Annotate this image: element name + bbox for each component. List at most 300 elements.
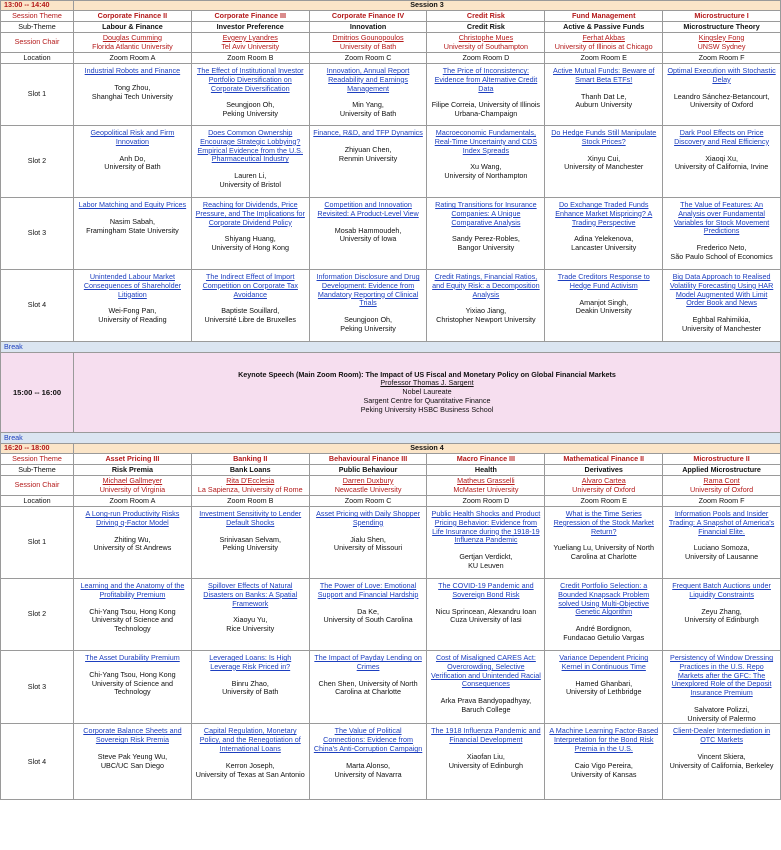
paper-title-link[interactable]: Active Mutual Funds: Beware of Smart Beta ETFs! bbox=[552, 66, 655, 84]
presenter-affiliation: Baruch College bbox=[461, 704, 511, 714]
slot-label: Slot 2 bbox=[1, 579, 74, 651]
presenter-name: Nasim Sabah, bbox=[109, 216, 155, 226]
session-theme: Fund Management bbox=[545, 11, 663, 22]
paper-cell bbox=[74, 651, 192, 724]
presenter-name: Xinyu Cui, bbox=[587, 153, 621, 163]
sub-theme-row bbox=[1, 465, 781, 476]
presenter-affiliation: Rice University bbox=[226, 624, 275, 634]
chair-name[interactable]: Matheus Grasselli bbox=[457, 475, 515, 485]
chair-affiliation: University of Illinois at Chicago bbox=[554, 41, 653, 51]
paper-title-link[interactable]: The Asset Durability Premium bbox=[85, 653, 180, 662]
chair-affiliation: La Sapienza, University of Rome bbox=[197, 484, 303, 494]
sub-theme: Labour & Finance bbox=[74, 22, 192, 33]
chair-name[interactable]: Darren Duxbury bbox=[342, 475, 394, 485]
chair-name[interactable]: Kingsley Fong bbox=[698, 32, 745, 42]
presenter-affiliation: Cuza University of Iasi bbox=[450, 615, 522, 625]
paper-title-link[interactable]: Innovation, Annual Report Readability and Earnings Management bbox=[326, 66, 410, 93]
presenter-name: Arka Prava Bandyopadhyay, bbox=[440, 696, 532, 706]
presenter-name: Tong Zhou, bbox=[114, 82, 151, 92]
paper-title-link[interactable]: Dark Pool Effects on Price Discovery and Real Efficiency bbox=[674, 128, 770, 146]
slot-row bbox=[1, 579, 781, 651]
presenter-affiliation: Shanghai Tech University bbox=[91, 91, 173, 101]
session-chair bbox=[74, 476, 192, 496]
chair-affiliation: UNSW Sydney bbox=[697, 41, 746, 51]
paper-title-link[interactable]: Unintended Labour Market Consequences of Shareholder Litigation bbox=[83, 272, 181, 299]
paper-cell bbox=[663, 724, 781, 800]
paper-cell bbox=[545, 579, 663, 651]
presenter-name: Sandy Perez-Robles, bbox=[451, 234, 520, 244]
paper-cell bbox=[74, 507, 192, 579]
paper-title-link[interactable]: Client-Dealer Intermediation in OTC Markets bbox=[673, 726, 771, 745]
session-time-row bbox=[1, 1, 781, 11]
paper-cell bbox=[545, 126, 663, 198]
sub-theme: Public Behaviour bbox=[309, 465, 427, 476]
presenter bbox=[548, 680, 659, 698]
presenter-affiliation: University of Reading bbox=[98, 315, 167, 325]
presenter-affiliation: University of Northampton bbox=[444, 171, 528, 181]
presenter-affiliation: Auburn University bbox=[575, 100, 633, 110]
presenter bbox=[77, 671, 188, 697]
presenter-affiliation: University of Palermo bbox=[687, 713, 756, 723]
paper-title-link[interactable]: Spillover Effects of Natural Disasters on Banks: A Spatial Framework bbox=[203, 581, 298, 608]
presenter-affiliation: Carolina at Charlotte bbox=[570, 552, 637, 562]
presenter bbox=[666, 155, 777, 173]
presenter-name: Xiaofan Liu, bbox=[466, 752, 505, 762]
presenter-affiliation: Peking University bbox=[222, 543, 278, 553]
session-theme: Mathematical Finance II bbox=[545, 454, 663, 465]
presenter-affiliation: University of Manchester bbox=[682, 323, 762, 333]
sub-theme: Derivatives bbox=[545, 465, 663, 476]
presenter-name: Amanjot Singh, bbox=[579, 297, 629, 307]
slot-label: Slot 3 bbox=[1, 651, 74, 724]
sub-theme: Health bbox=[427, 465, 545, 476]
sub-theme-row bbox=[1, 22, 781, 33]
presenter-name: Marta Alonso, bbox=[346, 760, 391, 770]
session-theme: Microstructure I bbox=[663, 11, 781, 22]
chair-name[interactable]: Alvaro Cartea bbox=[581, 475, 626, 485]
paper-cell bbox=[545, 64, 663, 126]
sub-theme: Innovation bbox=[309, 22, 427, 33]
chair-name[interactable]: Michael Gallmeyer bbox=[102, 475, 163, 485]
paper-title-link[interactable]: Big Data Approach to Realised Volatility Forecasting Using HAR Model Augmented With Limit Order Book and News bbox=[669, 272, 774, 308]
presenter-affiliation: University of California, Berkeley bbox=[669, 760, 774, 770]
session-theme: Credit Risk bbox=[427, 11, 545, 22]
paper-cell bbox=[74, 126, 192, 198]
presenter-name: Da Ke, bbox=[357, 606, 380, 616]
chair-name[interactable]: Dmitrios Gounopoulos bbox=[332, 32, 404, 42]
paper-title-link[interactable]: Learning and the Anatomy of the Profitability Premium bbox=[80, 581, 185, 599]
session-chair-row bbox=[1, 476, 781, 496]
presenter bbox=[666, 93, 777, 111]
presenter-name: Steve Pak Yeung Wu, bbox=[97, 752, 168, 762]
presenter-affiliation: KU Leuven bbox=[468, 560, 504, 570]
paper-title-link[interactable]: Leveraged Loans: Is High Leverage Risk Priced in? bbox=[209, 653, 292, 671]
sub-theme: Microstructure Theory bbox=[663, 22, 781, 33]
paper-title-link[interactable]: Corporate Balance Sheets and Sovereign Risk Premia bbox=[83, 726, 182, 745]
session-theme: Corporate Finance IV bbox=[309, 11, 427, 22]
paper-cell bbox=[309, 64, 427, 126]
paper-title-link[interactable]: The Value of Features: An Analysis over Fundamental Variables for Stock Movement Predictions bbox=[673, 200, 770, 236]
paper-cell bbox=[309, 198, 427, 270]
paper-title-link[interactable]: Do Exchange Traded Funds Enhance Market Mispricing? A Trading Perspective bbox=[555, 200, 653, 227]
presenter bbox=[313, 680, 424, 698]
session-chair bbox=[663, 33, 781, 53]
presenter-name: Caio Vigo Pereira, bbox=[574, 760, 633, 770]
location: Zoom Room D bbox=[427, 53, 545, 64]
paper-cell bbox=[663, 651, 781, 724]
presenter-affiliation: São Paulo School of Economics bbox=[670, 251, 773, 261]
presenter-name: André Bordignon, bbox=[575, 624, 632, 634]
location-row bbox=[1, 53, 781, 64]
presenter-affiliation: Lancaster University bbox=[571, 243, 637, 253]
presenter bbox=[430, 235, 541, 253]
paper-title-link[interactable]: The Price of Inconsistency: Evidence from Alternative Credit Data bbox=[434, 66, 538, 93]
paper-title-link[interactable]: What is the Time Series Regression of the Stock Market Return? bbox=[553, 509, 654, 536]
keynote-time: 15:00 -- 16:00 bbox=[1, 353, 74, 433]
presenter-name: Srinivasan Selvam, bbox=[219, 534, 281, 544]
slot-label: Slot 2 bbox=[1, 126, 74, 198]
presenter bbox=[548, 544, 659, 562]
presenter bbox=[195, 172, 306, 190]
presenter bbox=[77, 307, 188, 325]
slot-label: Slot 4 bbox=[1, 724, 74, 800]
presenter-affiliation: University of Missouri bbox=[333, 543, 403, 553]
presenter-name: Binru Zhao, bbox=[231, 678, 269, 688]
paper-cell bbox=[191, 579, 309, 651]
presenter bbox=[195, 101, 306, 119]
presenter-affiliation: Peking University bbox=[340, 323, 396, 333]
location-label: Location bbox=[1, 496, 74, 507]
location: Zoom Room A bbox=[74, 53, 192, 64]
session-theme: Microstructure II bbox=[663, 454, 781, 465]
paper-cell bbox=[191, 64, 309, 126]
presenter bbox=[313, 316, 424, 334]
paper-cell bbox=[74, 198, 192, 270]
paper-title-link[interactable]: Trade Creditors Response to Hedge Fund Activism bbox=[557, 272, 650, 290]
presenter bbox=[195, 307, 306, 325]
paper-cell bbox=[663, 198, 781, 270]
presenter-affiliation: Fundacao Getulio Vargas bbox=[563, 632, 645, 642]
keynote-row bbox=[1, 353, 781, 433]
presenter bbox=[430, 163, 541, 181]
session-chair bbox=[74, 33, 192, 53]
chair-name[interactable]: Christophe Mues bbox=[458, 32, 514, 42]
presenter bbox=[195, 680, 306, 698]
presenter bbox=[666, 244, 777, 262]
presenter bbox=[548, 93, 659, 111]
paper-title-link[interactable]: Asset Pricing with Daily Shopper Spending bbox=[316, 509, 420, 527]
presenter-affiliation: University of Lausanne bbox=[685, 552, 759, 562]
paper-cell bbox=[545, 507, 663, 579]
presenter bbox=[430, 753, 541, 771]
paper-cell bbox=[309, 126, 427, 198]
break-label: Break bbox=[1, 433, 781, 444]
chair-name[interactable]: Rama Cont bbox=[703, 475, 740, 485]
presenter bbox=[548, 299, 659, 317]
sub-theme-label: Sub-Theme bbox=[1, 465, 74, 476]
paper-title-link[interactable]: Geopolitical Risk and Firm Innovation bbox=[90, 128, 175, 146]
presenter-name: Yueliang Lu, University of North bbox=[553, 543, 655, 553]
presenter-name: Xiaoyu Yu, bbox=[233, 615, 268, 625]
paper-title-link[interactable]: The Indirect Effect of Import Competition on Corporate Tax Avoidance bbox=[202, 272, 298, 299]
keynote-line: Peking University HSBC Business School bbox=[360, 404, 494, 414]
presenter-name: Filipe Correia, University of Illinois bbox=[431, 100, 541, 110]
presenter bbox=[666, 706, 777, 724]
presenter bbox=[313, 146, 424, 164]
presenter-affiliation: Université Libre de Bruxelles bbox=[204, 315, 296, 325]
presenter-affiliation: University of California, Irvine bbox=[674, 162, 769, 172]
session-chair bbox=[427, 33, 545, 53]
presenter bbox=[77, 753, 188, 771]
presenter-name: Wei-Fong Pan, bbox=[108, 306, 157, 316]
paper-title-link[interactable]: Do Hedge Funds Still Manipulate Stock Prices? bbox=[551, 128, 657, 146]
slot-row bbox=[1, 270, 781, 342]
paper-title-link[interactable]: Information Pools and Insider Trading: A Snapshot of America's Financial Elite. bbox=[668, 509, 775, 536]
presenter bbox=[77, 536, 188, 554]
presenter-affiliation: University of Navarra bbox=[334, 769, 402, 779]
paper-title-link[interactable]: Credit Portfolio Selection: a Bounded Knapsack Problem solved Using Multi-Objective Genetic Algorithm bbox=[558, 581, 650, 617]
keynote-cell bbox=[74, 353, 781, 433]
sub-theme: Active & Passive Funds bbox=[545, 22, 663, 33]
slot-row bbox=[1, 507, 781, 579]
session-chair bbox=[545, 33, 663, 53]
paper-title-link[interactable]: Capital Regulation, Monetary Policy, and the Renegotiation of International Loans bbox=[199, 726, 301, 754]
paper-title-link[interactable]: Variance Dependent Pricing Kernel in Continuous Time bbox=[559, 653, 649, 671]
session-chair bbox=[191, 476, 309, 496]
chair-name[interactable]: Douglas Cumming bbox=[102, 32, 162, 42]
presenter-affiliation: Urbana-Champaign bbox=[454, 109, 518, 119]
paper-cell bbox=[309, 579, 427, 651]
presenter bbox=[195, 616, 306, 634]
paper-title-link[interactable]: Finance, R&D, and TFP Dynamics bbox=[313, 128, 423, 137]
presenter bbox=[666, 316, 777, 334]
session-time: 13:00 -- 14:40 bbox=[1, 1, 74, 11]
session-title: Session 3 bbox=[74, 1, 781, 11]
location: Zoom Room E bbox=[545, 53, 663, 64]
paper-cell bbox=[663, 507, 781, 579]
paper-title-link[interactable]: Macroeconomic Fundamentals, Real-Time Uncertainty and CDS Index Spreads bbox=[434, 128, 538, 155]
chair-affiliation: University of Oxford bbox=[690, 484, 754, 494]
paper-cell bbox=[309, 724, 427, 800]
chair-affiliation: University of Bath bbox=[339, 41, 397, 51]
session-chair bbox=[191, 33, 309, 53]
session-chair bbox=[663, 476, 781, 496]
presenter bbox=[548, 235, 659, 253]
paper-title-link[interactable]: Reaching for Dividends, Price Pressure, and The Implications for Corporate Dividend Policy bbox=[195, 200, 305, 227]
location-label: Location bbox=[1, 53, 74, 64]
presenter bbox=[430, 101, 541, 119]
session-chair bbox=[309, 33, 427, 53]
paper-cell bbox=[74, 64, 192, 126]
chair-affiliation: University of Virginia bbox=[99, 484, 166, 494]
session-time: 16:20 -- 18:00 bbox=[1, 444, 74, 454]
session-theme-label: Session Theme bbox=[1, 454, 74, 465]
break-row bbox=[1, 342, 781, 353]
presenter-affiliation: UBC/UC San Diego bbox=[100, 760, 164, 770]
location: Zoom Room B bbox=[191, 53, 309, 64]
chair-name[interactable]: Evgeny Lyandres bbox=[222, 32, 278, 42]
presenter bbox=[77, 218, 188, 236]
chair-name[interactable]: Rita D'Ecclesia bbox=[226, 475, 275, 485]
paper-cell bbox=[191, 198, 309, 270]
presenter-name: Hamed Ghanbari, bbox=[575, 678, 633, 688]
paper-cell bbox=[545, 651, 663, 724]
presenter bbox=[666, 608, 777, 626]
session-title: Session 4 bbox=[74, 444, 781, 454]
paper-cell bbox=[427, 651, 545, 724]
presenter-name: Seungjoon Oh, bbox=[226, 100, 275, 110]
paper-cell bbox=[427, 126, 545, 198]
slot-label: Slot 1 bbox=[1, 64, 74, 126]
session-time-row bbox=[1, 444, 781, 454]
paper-title-link[interactable]: Labor Matching and Equity Prices bbox=[78, 200, 187, 209]
presenter-name: Zhiting Wu, bbox=[114, 534, 151, 544]
presenter bbox=[313, 536, 424, 554]
presenter bbox=[548, 155, 659, 173]
sub-theme-label: Sub-Theme bbox=[1, 22, 74, 33]
paper-title-link[interactable]: Persistency of Window Dressing Practices in the U.S. Repo Markets after the GFC: The Unexplored Role of the Deposit Insurance Premium bbox=[670, 653, 774, 698]
presenter-affiliation: Deakin University bbox=[575, 306, 632, 316]
presenter bbox=[195, 235, 306, 253]
presenter-affiliation: University of Edinburgh bbox=[448, 760, 524, 770]
paper-title-link[interactable]: The 1918 Influenza Pandemic and Financial Development bbox=[431, 726, 541, 745]
presenter-name: Nicu Sprincean, Alexandru Ioan bbox=[435, 606, 537, 616]
presenter-name: Chi-Yang Tsou, Hong Kong bbox=[89, 606, 176, 616]
presenter-name: Leandro Sánchez-Betancourt, bbox=[673, 91, 770, 101]
presenter-affiliation: University of Science and Technology bbox=[91, 615, 173, 634]
paper-cell bbox=[191, 270, 309, 342]
paper-cell bbox=[74, 270, 192, 342]
paper-title-link[interactable]: The COVID-19 Pandemic and Sovereign Bond Risk bbox=[438, 581, 534, 599]
presenter-name: Xiaoqi Xu, bbox=[705, 153, 738, 163]
paper-cell bbox=[427, 507, 545, 579]
sub-theme: Applied Microstructure bbox=[663, 465, 781, 476]
paper-title-link[interactable]: The Power of Love: Emotional Support and Financial Hardship bbox=[317, 581, 419, 599]
presenter bbox=[313, 608, 424, 626]
presenter bbox=[430, 608, 541, 626]
slot-row bbox=[1, 724, 781, 800]
paper-cell bbox=[309, 507, 427, 579]
paper-title-link[interactable]: Rating Transitions for Insurance Companies: A Unique Comparative Analysis bbox=[435, 200, 537, 227]
slot-label: Slot 3 bbox=[1, 198, 74, 270]
paper-title-link[interactable]: Does Common Ownership Encourage Strategic Lobbying? Empirical Evidence from the U.S. Pharmaceutical Industry bbox=[197, 128, 303, 164]
presenter-affiliation: Renmin University bbox=[338, 153, 398, 163]
paper-title-link[interactable]: Frequent Batch Auctions under Liquidity Constraints bbox=[672, 581, 771, 599]
slot-row bbox=[1, 126, 781, 198]
paper-cell bbox=[427, 724, 545, 800]
session-theme-row bbox=[1, 11, 781, 22]
presenter bbox=[77, 84, 188, 102]
presenter-affiliation: University of Bristol bbox=[219, 179, 281, 189]
presenter bbox=[77, 155, 188, 173]
paper-cell bbox=[427, 64, 545, 126]
presenter-name: Seungjoon Oh, bbox=[344, 315, 393, 325]
slot-label: Slot 4 bbox=[1, 270, 74, 342]
keynote-speaker[interactable]: Professor Thomas J. Sargent bbox=[380, 378, 474, 388]
location: Zoom Room F bbox=[663, 53, 781, 64]
session-theme: Corporate Finance III bbox=[191, 11, 309, 22]
slot-row bbox=[1, 198, 781, 270]
presenter-affiliation: University of Lethbridge bbox=[565, 687, 642, 697]
paper-title-link[interactable]: Optimal Execution with Stochastic Delay bbox=[667, 66, 776, 84]
presenter-name: Jialu Shen, bbox=[350, 534, 386, 544]
location: Zoom Room C bbox=[309, 53, 427, 64]
paper-title-link[interactable]: Investment Sensitivity to Lender Default Shocks bbox=[199, 509, 302, 527]
session-chair bbox=[309, 476, 427, 496]
presenter-name: Kerron Joseph, bbox=[225, 760, 275, 770]
presenter bbox=[666, 753, 777, 771]
chair-affiliation: Newcastle University bbox=[334, 484, 402, 494]
session-chair-label: Session Chair bbox=[1, 33, 74, 53]
paper-cell bbox=[663, 64, 781, 126]
paper-cell bbox=[74, 579, 192, 651]
presenter bbox=[430, 553, 541, 571]
paper-cell bbox=[309, 270, 427, 342]
presenter-name: Thanh Dat Le, bbox=[580, 91, 627, 101]
paper-title-link[interactable]: A Long-run Productivity Risks Driving q-Factor Model bbox=[85, 509, 180, 527]
location: Zoom Room F bbox=[663, 496, 781, 507]
location: Zoom Room D bbox=[427, 496, 545, 507]
keynote-line: Sargent Centre for Quantitative Finance bbox=[363, 395, 491, 405]
keynote-line: Nobel Laureate bbox=[402, 387, 452, 397]
paper-cell bbox=[663, 270, 781, 342]
slot-row bbox=[1, 64, 781, 126]
session-theme: Corporate Finance II bbox=[74, 11, 192, 22]
presenter-affiliation: University of Bath bbox=[222, 687, 279, 697]
presenter-affiliation: University of Manchester bbox=[564, 162, 644, 172]
presenter bbox=[430, 697, 541, 715]
break-label: Break bbox=[1, 342, 781, 353]
presenter bbox=[313, 762, 424, 780]
paper-title-link[interactable]: Credit Ratings, Financial Ratios, and Equity Risk: a Decomposition Analysis bbox=[432, 272, 540, 299]
presenter bbox=[430, 307, 541, 325]
presenter-affiliation: University of Kansas bbox=[570, 769, 637, 779]
sub-theme: Risk Premia bbox=[74, 465, 192, 476]
paper-title-link[interactable]: The Impact of Payday Lending on Crimes bbox=[314, 653, 422, 671]
session-theme: Macro Finance III bbox=[427, 454, 545, 465]
session-chair-row bbox=[1, 33, 781, 53]
chair-name[interactable]: Ferhat Akbas bbox=[582, 32, 625, 42]
presenter-affiliation: University of Oxford bbox=[690, 100, 754, 110]
paper-title-link[interactable]: Public Health Shocks and Product Pricing Behavior: Evidence from Life Insurance during the 1918-19 Influenza Pandemic bbox=[431, 509, 541, 545]
presenter-name: Zeyu Zhang, bbox=[701, 606, 742, 616]
presenter bbox=[77, 608, 188, 634]
break-row bbox=[1, 433, 781, 444]
presenter-name: Salvatore Polizzi, bbox=[694, 704, 750, 714]
session-chair bbox=[427, 476, 545, 496]
paper-title-link[interactable]: Cost of Misaligned CARES Act: Overcrowding, Selective Verification and Unintended Racial Consequences bbox=[430, 653, 541, 689]
presenter bbox=[666, 544, 777, 562]
paper-title-link[interactable]: Information Disclosure and Drug Development: Evidence from Mandatory Reporting of Clinical Trials bbox=[316, 272, 420, 308]
sub-theme: Investor Preference bbox=[191, 22, 309, 33]
chair-affiliation: University of Oxford bbox=[572, 484, 636, 494]
paper-title-link[interactable]: A Machine Learning Factor-Based Interpretation for the Bond Risk Premia in the U.S. bbox=[549, 726, 659, 754]
presenter-affiliation: University of Edinburgh bbox=[684, 615, 759, 625]
session-theme-row bbox=[1, 454, 781, 465]
sub-theme: Credit Risk bbox=[427, 22, 545, 33]
presenter-name: Frederico Neto, bbox=[696, 243, 747, 253]
presenter bbox=[195, 762, 306, 780]
paper-title-link[interactable]: The Effect of Institutional Investor Portfolio Diversification on Corporate Diversification bbox=[196, 66, 304, 93]
presenter-affiliation: Bangor University bbox=[457, 243, 515, 253]
presenter-affiliation: University of Science and Technology bbox=[91, 678, 173, 697]
presenter-name: Yixiao Jiang, bbox=[465, 306, 507, 316]
presenter-name: Xu Wang, bbox=[470, 162, 502, 172]
paper-title-link[interactable]: Competition and Innovation Revisited: A Product-Level View bbox=[317, 200, 419, 218]
session-chair bbox=[545, 476, 663, 496]
paper-title-link[interactable]: Industrial Robots and Finance bbox=[84, 66, 181, 75]
paper-title-link[interactable]: The Value of Political Connections: Evidence from China's Anti-Corruption Campaign bbox=[313, 726, 423, 754]
